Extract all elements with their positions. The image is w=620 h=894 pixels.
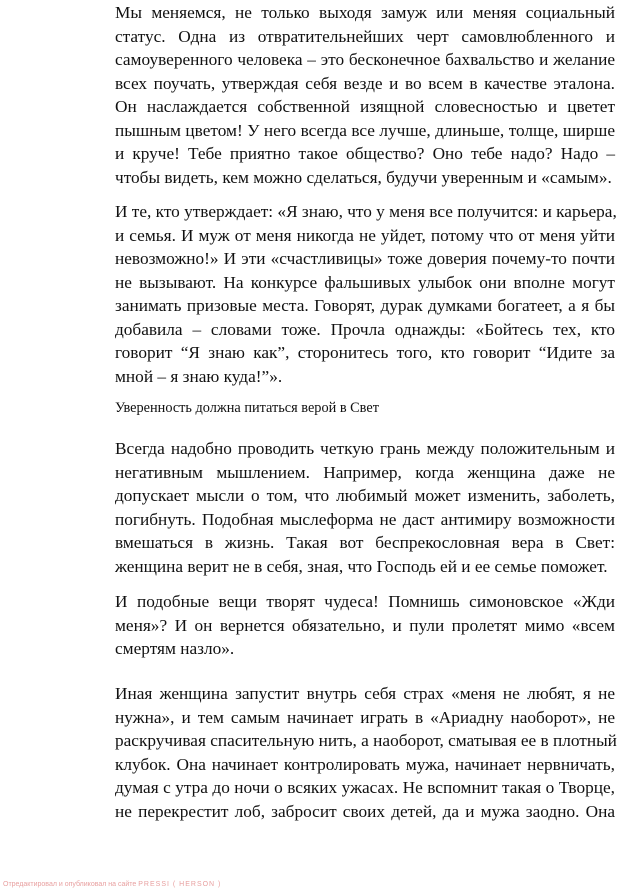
text-line: невозможно!» И эти «счастливицы» тоже доверия почему-то почти [115,249,615,268]
paragraph-1 [115,1,615,189]
paragraph-2 [115,200,615,388]
footer-credit [3,880,221,889]
text-line: говорит “Я знаю как”, сторонитесь того, кто говорит “Идите за [115,343,615,362]
text-line: раскручивая спасительную нить, а наоборот, сматывая ее в плотный [115,731,617,750]
footer-site-link[interactable]: PRESSI ( HERSON ) [138,881,222,888]
paragraph-5 [115,682,615,823]
text-line: клубок. Она начинает контролировать мужа, начинает нервничать, [115,754,615,774]
footer-text: Отредактировал и опубликовал на сайте [3,881,137,888]
text-line: Всегда надобно проводить четкую грань между положительным и [115,439,615,458]
text-line: и семья. И муж от меня никогда не уйдет, потому что от меня уйти [115,225,615,245]
text-line: самоуверенного человека – это бесконечное бахвальство и желание [115,50,615,69]
text-line: чтобы видеть, кем можно сделаться, будучи уверенным и «самым». [115,167,612,187]
text-line: женщина верит не в себя, зная, что Господь ей и ее семье поможет. [115,556,608,576]
text-line: статус. Одна из отвратительнейших черт самовлюбленного и [115,26,615,46]
section-heading: Уверенность должна питаться верой в Свет [115,400,379,416]
text-line: не перекрестит лоб, забросит своих детей, да и мужа заодно. Она [115,801,615,821]
text-line: и круче! Тебе приятно такое общество? Оно тебе надо? Надо – [115,144,615,163]
text-line: И те, кто утверждает: «Я знаю, что у меня все получится: и карьера, [115,202,617,221]
paragraph-4 [115,590,615,661]
paragraph-3 [115,437,615,578]
text-line: добавила – словами тоже. Прочла однажды: «Бойтесь тех, кто [115,319,615,339]
text-line: нужна», и тем самым начинает играть в «Ариадну наоборот», не [115,707,615,727]
text-line: думая с утра до ночи о всяких ужасах. Не вспомнит такая о Творце, [115,778,615,797]
text-line: мной – я знаю куда!”». [115,366,283,386]
text-line: Он наслаждается собственной изящной словесностью и цветет [115,97,615,116]
text-line: смертям назло». [115,639,235,658]
text-line: вмешаться в жизнь. Такая вот беспрекословная вера в Свет: [115,533,615,552]
text-line: всех поучать, утверждая себя везде и во всем в качестве эталона. [115,73,615,93]
text-line: меня»? И он вернется обязательно, и пули пролетят мимо «всем [115,615,615,635]
text-line: Иная женщина запустит внутрь себя страх «меня не любят, я не [115,684,615,703]
text-line: занимать призовые места. Говорят, дурак думками богатеет, а я бы [115,296,615,315]
text-line: пышным цветом! У него всегда все лучше, длиньше, толще, ширше [115,120,615,140]
text-line: И подобные вещи творят чудеса! Помнишь симоновское «Жди [115,592,615,611]
text-line: допускает мысли о том, что любимый может изменить, заболеть, [115,486,615,505]
text-line: погибнуть. Подобная мыслеформа не даст антимиру возможности [115,509,615,529]
text-line: не вызывают. На конкурсе фальшивых улыбок они вполне могут [115,272,615,292]
text-line: Мы меняемся, не только выходя замуж или меняя социальный [115,3,615,22]
text-line: негативным мышлением. Например, когда женщина даже не [115,462,615,482]
